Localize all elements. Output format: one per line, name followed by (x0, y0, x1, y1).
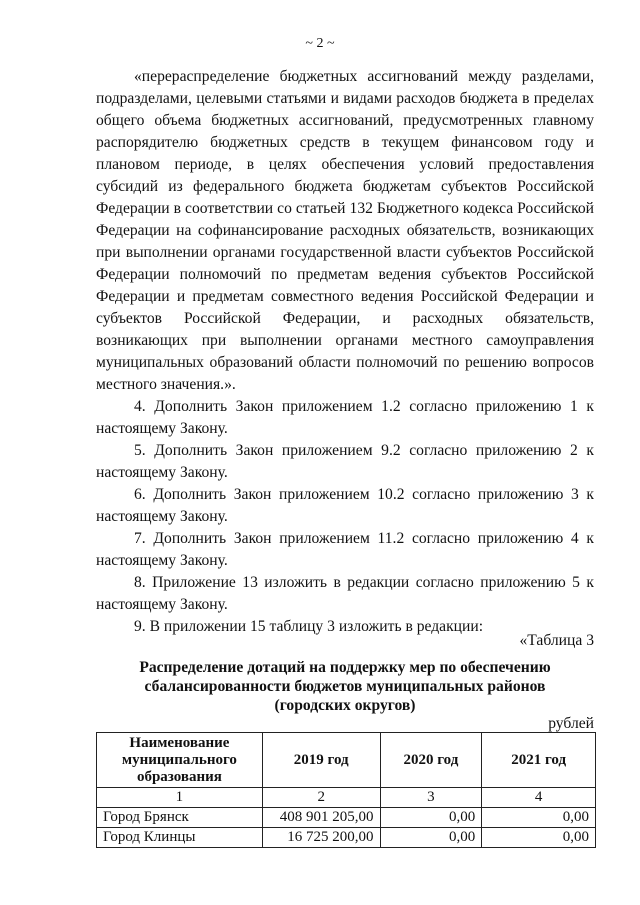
municipality-name: Город Клинцы (97, 828, 263, 848)
table-title-line: Распределение дотаций на поддержку мер по обеспечению (139, 659, 551, 676)
paragraph-item-5: 5. Дополнить Закон приложением 9.2 согласно приложению 2 к настоящему Закону. (96, 442, 594, 481)
paragraph-item-8: 8. Приложение 13 изложить в редакции согласно приложению 5 к настоящему Закону. (96, 574, 594, 613)
table-header-row (97, 733, 596, 788)
paragraph-item-4: 4. Дополнить Закон приложением 1.2 согласно приложению 1 к настоящему Закону. (96, 398, 594, 437)
header-line: муниципального (121, 751, 237, 768)
value-2020: 0,00 (380, 808, 482, 828)
header-line: образования (136, 768, 222, 785)
table-row (97, 808, 596, 828)
table-title-line: (городских округов) (274, 697, 416, 714)
dotations-table (96, 732, 596, 848)
paragraph-item-7: 7. Дополнить Закон приложением 11.2 согласно приложению 4 к настоящему Закону. (96, 530, 594, 569)
header-2019: 2019 год (262, 733, 380, 788)
units-label: рублей (548, 715, 594, 732)
page-number: ~ 2 ~ (305, 36, 335, 51)
column-number: 4 (482, 788, 596, 808)
paragraph-item-9: 9. В приложении 15 таблицу 3 изложить в редакции: (134, 618, 484, 635)
value-2019: 408 901 205,00 (262, 808, 380, 828)
paragraph-item-6: 6. Дополнить Закон приложением 10.2 согласно приложению 3 к настоящему Закону. (96, 486, 594, 525)
table-title (96, 658, 594, 715)
column-number-row (97, 788, 596, 808)
header-2021: 2021 год (482, 733, 596, 788)
body-text (96, 66, 594, 638)
value-2019: 16 725 200,00 (262, 828, 380, 848)
value-2020: 0,00 (380, 828, 482, 848)
value-2021: 0,00 (482, 808, 596, 828)
municipality-name: Город Брянск (97, 808, 263, 828)
header-2020: 2020 год (380, 733, 482, 788)
paragraph-quote: «перераспределение бюджетных ассигнований между разделами, подразделами, целевыми статьями и видами расходов бюджета в пределах общего объема бюджетных ассигнований, предусмотренных главному распорядителю бюджетных средств в текущем финансовом году и плановом периоде, в целях обеспечения условий предоставления субсидий из федерального бюджета бюджетам субъектов Российской Федерации в соответствии со статьей 132 Бюджетного кодекса Российской Федерации на софинансирование расходных обязательств, возникающих при выполнении органами государственной власти субъектов Российской Федерации полномочий по предметам ведения субъектов Российской Федерации и предметам совместного ведения Российской Федерации и субъектов Российской Федерации, и расходных обязательств, возникающих при выполнении органами местного самоуправления муниципальных образований области полномочий по решению вопросов местного значения.». (96, 68, 594, 393)
table-row (97, 828, 596, 848)
table-title-line: сбалансированности бюджетов муниципальных районов (144, 678, 546, 695)
column-number: 3 (380, 788, 482, 808)
header-municipality (97, 733, 263, 788)
header-line: Наименование (129, 734, 230, 751)
column-number: 2 (262, 788, 380, 808)
value-2021: 0,00 (482, 828, 596, 848)
column-number: 1 (97, 788, 263, 808)
table-reference: «Таблица 3 (519, 632, 594, 649)
